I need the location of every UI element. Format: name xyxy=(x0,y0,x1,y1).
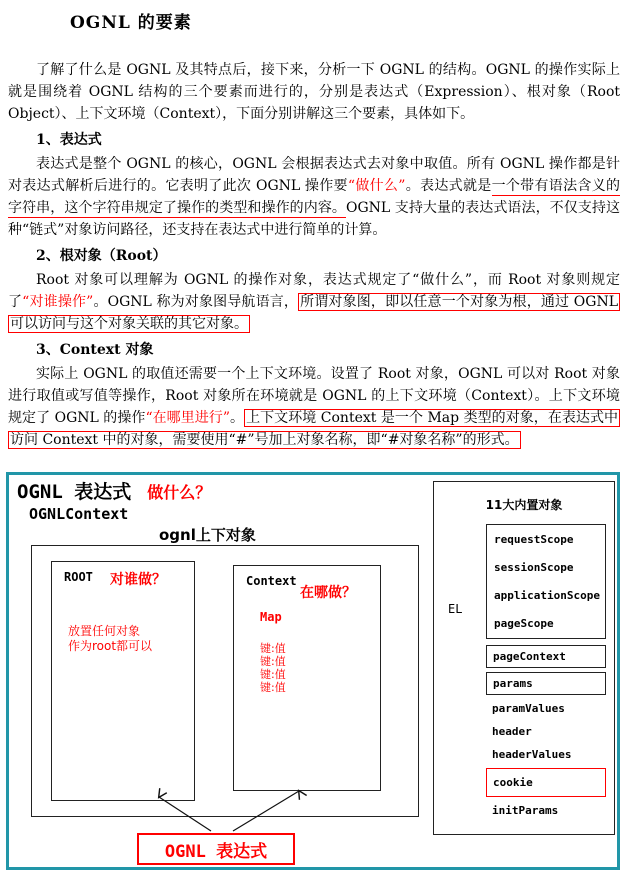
paragraph-context-object xyxy=(8,363,620,451)
ognl-context-object-label: ognl上下对象 xyxy=(159,526,256,544)
map-entry: 键:值 xyxy=(260,655,286,668)
map-entry: 键:值 xyxy=(260,681,286,694)
root-content-line2: 作为root都可以 xyxy=(68,639,153,653)
context-map-label: Map xyxy=(260,610,282,624)
el-item-headervalues: headerValues xyxy=(492,748,572,761)
el-item-params: params xyxy=(486,672,606,695)
p3-text-2: 。 xyxy=(230,410,245,426)
p1-text-3: OGNL 支持大量的表达式语法，不仅支持这种“链式”对象访问路径，还支持在表达式中进行简单的计算。 xyxy=(8,200,620,238)
p1-red-quote: “做什么” xyxy=(347,178,406,194)
root-box-content xyxy=(68,624,152,654)
root-box-label: ROOT xyxy=(64,570,93,584)
context-box-label: Context xyxy=(246,574,297,588)
el-item-header: header xyxy=(492,725,532,738)
el-item-sessionscope: sessionScope xyxy=(494,561,574,574)
el-item-initparams: initParams xyxy=(492,804,559,817)
ognl-expression-box-label: OGNL 表达式 xyxy=(164,841,268,862)
map-entry: 键:值 xyxy=(260,668,286,681)
intro-text: 了解了什么是 OGNL 及其特点后，接下来，分析一下 OGNL 的结构。OGNL 的操作实际上就是围绕着 OGNL 结构的三个要素而进行的，分别是表达式（Expression）、根对象（Root Object）、上下文环境（Context），下面分别讲解这三个要素，具体如下。 xyxy=(8,62,620,122)
el-item-pagecontext: pageContext xyxy=(486,645,606,668)
el-item-applicationscope: applicationScope xyxy=(494,589,600,602)
root-question: 对谁做？ xyxy=(110,572,166,588)
heading-expression: 1、表达式 xyxy=(36,132,102,148)
p2-text-2: 。OGNL 称为对象图导航语言， xyxy=(93,294,299,310)
el-panel-title: 11大内置对象 xyxy=(485,498,563,512)
el-item-paramvalues: paramValues xyxy=(492,702,565,715)
page-title: OGNL 的要素 xyxy=(70,13,192,33)
p1-text-1: 表达式是整个 OGNL 的核心，OGNL 会根据表达式去对象中取值。所有 OGNL 操作都是针对表达式解析后进行的。它表明了此次 OGNL 操作要 xyxy=(8,156,620,194)
el-item-pagescope: pageScope xyxy=(494,617,554,630)
context-question: 在哪做？ xyxy=(300,585,356,601)
el-item-cookie: cookie xyxy=(486,768,606,797)
paragraph-expression xyxy=(8,153,620,241)
heading-root-object: 2、根对象（Root） xyxy=(36,248,167,264)
p2-red-quote: “对谁操作” xyxy=(22,294,94,310)
diagram-header xyxy=(17,477,211,504)
context-box xyxy=(233,565,381,791)
diagram-question-what: 做什么？ xyxy=(147,483,212,502)
p3-text-1: 实际上 OGNL 的取值还需要一个上下文环境。设置了 Root 对象，OGNL 可以对 Root 对象进行取值或写值等操作，Root 对象所在环境就是 OGNL 的上下文环境（Context）。上下文环境规定了 OGNL 的操作 xyxy=(8,366,620,426)
root-content-line1: 放置任何对象 xyxy=(68,624,141,638)
p3-boxed-text: 上下文环境 Context 是一个 Map 类型的对象，在表达式中访问 Context 中的对象，需要使用“#”号加上对象名称，即“#对象名称”的形式。 xyxy=(10,410,619,448)
diagram-title: OGNL 表达式 xyxy=(17,481,132,503)
root-box xyxy=(51,561,195,801)
p2-boxed-text: 所谓对象图，即以任意一个对象为根，通过 OGNL 可以访问与这个对象关联的其它对象。 xyxy=(10,294,618,332)
scope-group-box xyxy=(486,524,606,639)
el-item-requestscope: requestScope xyxy=(494,533,574,546)
el-label: EL xyxy=(448,602,463,616)
context-map-entries xyxy=(260,642,286,694)
map-entry: 键:值 xyxy=(260,642,286,655)
intro-paragraph xyxy=(8,59,620,125)
heading-context-object: 3、Context 对象 xyxy=(36,342,154,358)
p3-red-quote: “在哪里进行” xyxy=(145,410,230,426)
p1-text-2: 。表达式就是 xyxy=(405,178,492,194)
paragraph-root-object xyxy=(8,269,620,335)
el-builtin-objects-panel xyxy=(433,481,615,835)
p1-underlined-text: 一个带有语法含义的字符串，这个字符串规定了操作的类型和操作的内容。 xyxy=(8,178,621,216)
p2-text-1: Root 对象可以理解为 OGNL 的操作对象，表达式规定了“做什么”，而 Root 对象则规定了 xyxy=(8,272,620,310)
ognl-expression-box xyxy=(137,833,295,865)
el-items-column xyxy=(486,524,606,820)
ognlcontext-label: OGNLContext xyxy=(29,505,129,523)
ognl-diagram xyxy=(6,472,620,870)
